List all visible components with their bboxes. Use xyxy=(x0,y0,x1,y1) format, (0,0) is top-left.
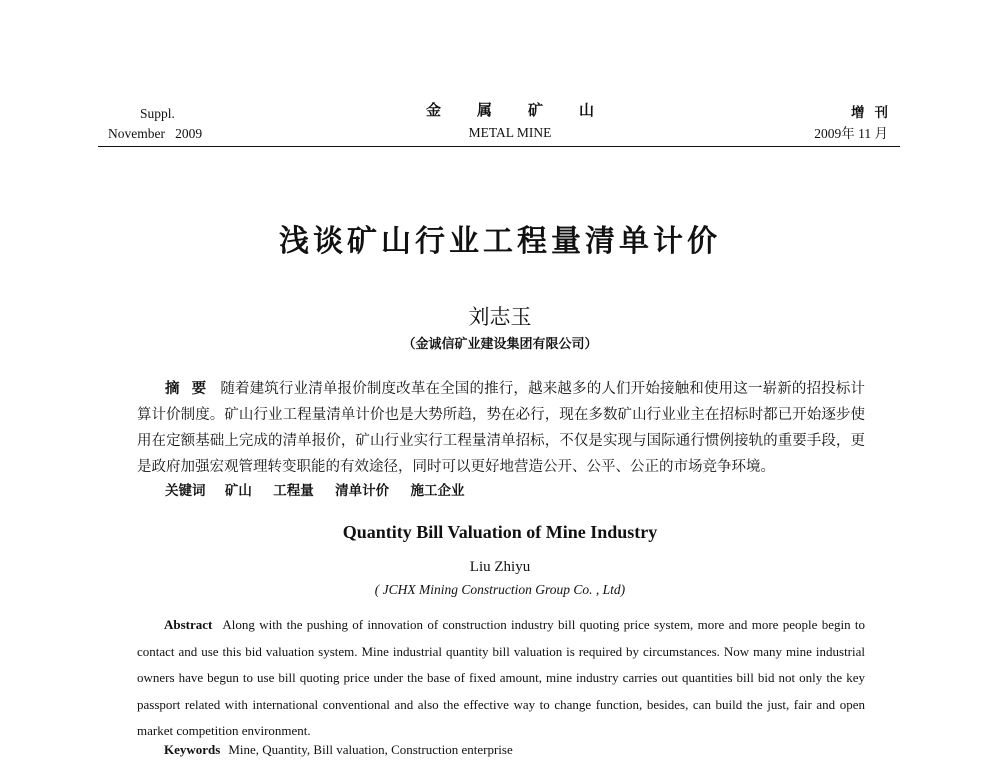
paper-title-cn: 浅谈矿山行业工程量清单计价 xyxy=(279,225,721,258)
abstract-label-en: Abstract xyxy=(164,617,213,632)
header-supplement-cn: 增刊 xyxy=(851,105,898,120)
keywords-text-en: Mine, Quantity, Bill valuation, Construction enterprise xyxy=(228,742,513,757)
keyword-cn: 施工企业 xyxy=(410,483,465,498)
keyword-cn: 清单计价 xyxy=(335,483,390,498)
keywords-en xyxy=(164,740,864,760)
journal-name-cn: 金属矿山 xyxy=(425,103,630,119)
affiliation-en: ( JCHX Mining Construction Group Co. , Ltd) xyxy=(374,582,626,597)
header-date-cn: 2009年 11 月 xyxy=(814,126,888,141)
header-date-en: November 2009 xyxy=(108,126,203,141)
abstract-en xyxy=(137,612,865,745)
header-issue-info-cn xyxy=(780,102,898,144)
author-name-cn: 刘志玉 xyxy=(468,305,532,329)
header-issue-info xyxy=(108,104,218,144)
keyword-cn: 矿山 xyxy=(224,483,252,498)
header-divider xyxy=(98,146,900,147)
keywords-cn xyxy=(165,480,865,502)
header-journal-name xyxy=(400,100,630,144)
abstract-text-cn: 随着建筑行业清单报价制度改革在全国的推行，越来越多的人们开始接触和使用这一崭新的招投标计算计价制度。矿山行业工程量清单计价也是大势所趋，势在必行，现在多数矿山行业业主在招标时都已开始逐步使用在定额基础上完成的清单报价，矿山行业实行工程量清单招标，不仅是实现与国际通行惯例接轨的重要手段，更是政府加强宏观管理转变职能的有效途径，同时可以更好地营造公开、公平、公正的市场竞争环境。 xyxy=(137,381,865,475)
abstract-text-en: Along with the pushing of innovation of construction industry bill quoting price system, more and more people begin to contact and use this bid valuation system. Mine industrial quantity bill valuation is required by circumstances. Now many mine industrial owners have begun to use bill quoting price under the base of fixed amount, mine industry carries out quantities bill bid not only the key passport related with international conventional and also the effective way to change function, besides, can build the just, fair and open market competition environment. xyxy=(137,617,865,738)
keywords-label-en: Keywords xyxy=(164,742,221,757)
abstract-label-cn: 摘要 xyxy=(165,381,219,397)
affiliation-cn: （金诚信矿业建设集团有限公司） xyxy=(402,336,598,351)
keywords-label-cn: 关键词 xyxy=(165,483,206,498)
abstract-cn xyxy=(137,376,865,480)
header-suppl: Suppl. xyxy=(140,106,175,121)
author-name-en: Liu Zhiyu xyxy=(469,559,531,575)
journal-name-en: METAL MINE xyxy=(468,125,552,140)
keyword-cn: 工程量 xyxy=(273,483,314,498)
paper-title-en: Quantity Bill Valuation of Mine Industry xyxy=(342,522,658,542)
